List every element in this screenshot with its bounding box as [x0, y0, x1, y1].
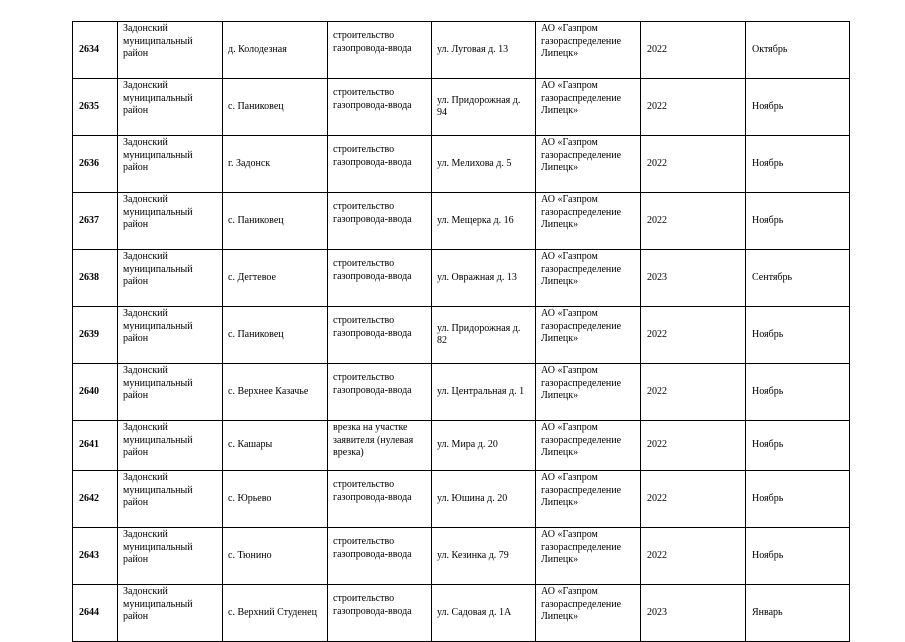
gasification-schedule-table	[72, 21, 850, 642]
year-cell: 2022	[641, 471, 746, 528]
table-row	[73, 307, 850, 364]
month-cell: Октябрь	[746, 22, 850, 79]
table-row	[73, 136, 850, 193]
district-cell: Задонский муниципальный район	[118, 136, 223, 193]
year-cell: 2022	[641, 364, 746, 421]
year-cell: 2022	[641, 528, 746, 585]
address-cell: ул. Садовая д. 1А	[432, 585, 536, 642]
row-number: 2634	[73, 22, 118, 79]
month-cell: Ноябрь	[746, 421, 850, 471]
row-number: 2644	[73, 585, 118, 642]
row-number: 2636	[73, 136, 118, 193]
table-row	[73, 585, 850, 642]
locality-cell: г. Задонск	[223, 136, 328, 193]
year-cell: 2022	[641, 307, 746, 364]
locality-cell: с. Паниковец	[223, 193, 328, 250]
owner-cell: АО «Газпром газораспределение Липецк»	[536, 471, 641, 528]
address-cell: ул. Овражная д. 13	[432, 250, 536, 307]
month-cell: Январь	[746, 585, 850, 642]
year-cell: 2022	[641, 79, 746, 136]
work-type-cell: строительство газопровода-ввода	[328, 136, 432, 193]
table-row	[73, 364, 850, 421]
district-cell: Задонский муниципальный район	[118, 528, 223, 585]
table-body	[73, 22, 850, 642]
month-cell: Сентябрь	[746, 250, 850, 307]
district-cell: Задонский муниципальный район	[118, 585, 223, 642]
locality-cell: с. Паниковец	[223, 79, 328, 136]
table-row	[73, 79, 850, 136]
address-cell: ул. Придорожная д. 82	[432, 307, 536, 364]
district-cell: Задонский муниципальный район	[118, 421, 223, 471]
year-cell: 2023	[641, 585, 746, 642]
owner-cell: АО «Газпром газораспределение Липецк»	[536, 136, 641, 193]
row-number: 2642	[73, 471, 118, 528]
locality-cell: с. Верхнее Казачье	[223, 364, 328, 421]
year-cell: 2023	[641, 250, 746, 307]
work-type-cell: строительство газопровода-ввода	[328, 528, 432, 585]
address-cell: ул. Луговая д. 13	[432, 22, 536, 79]
locality-cell: д. Колодезная	[223, 22, 328, 79]
address-cell: ул. Центральная д. 1	[432, 364, 536, 421]
district-cell: Задонский муниципальный район	[118, 250, 223, 307]
month-cell: Ноябрь	[746, 193, 850, 250]
row-number: 2638	[73, 250, 118, 307]
work-type-cell: строительство газопровода-ввода	[328, 471, 432, 528]
district-cell: Задонский муниципальный район	[118, 307, 223, 364]
owner-cell: АО «Газпром газораспределение Липецк»	[536, 22, 641, 79]
month-cell: Ноябрь	[746, 528, 850, 585]
address-cell: ул. Придорожная д. 94	[432, 79, 536, 136]
address-cell: ул. Мира д. 20	[432, 421, 536, 471]
address-cell: ул. Кезинка д. 79	[432, 528, 536, 585]
address-cell: ул. Юшина д. 20	[432, 471, 536, 528]
work-type-cell: строительство газопровода-ввода	[328, 250, 432, 307]
table-row	[73, 528, 850, 585]
row-number: 2640	[73, 364, 118, 421]
month-cell: Ноябрь	[746, 136, 850, 193]
year-cell: 2022	[641, 193, 746, 250]
table-row	[73, 250, 850, 307]
work-type-cell: строительство газопровода-ввода	[328, 22, 432, 79]
month-cell: Ноябрь	[746, 471, 850, 528]
locality-cell: с. Кашары	[223, 421, 328, 471]
table-row	[73, 471, 850, 528]
row-number: 2639	[73, 307, 118, 364]
owner-cell: АО «Газпром газораспределение Липецк»	[536, 79, 641, 136]
locality-cell: с. Юрьево	[223, 471, 328, 528]
owner-cell: АО «Газпром газораспределение Липецк»	[536, 193, 641, 250]
owner-cell: АО «Газпром газораспределение Липецк»	[536, 250, 641, 307]
work-type-cell: строительство газопровода-ввода	[328, 585, 432, 642]
owner-cell: АО «Газпром газораспределение Липецк»	[536, 421, 641, 471]
work-type-cell: врезка на участке заявителя (нулевая врезка)	[328, 421, 432, 471]
address-cell: ул. Мелихова д. 5	[432, 136, 536, 193]
work-type-cell: строительство газопровода-ввода	[328, 79, 432, 136]
row-number: 2643	[73, 528, 118, 585]
owner-cell: АО «Газпром газораспределение Липецк»	[536, 585, 641, 642]
locality-cell: с. Дегтевое	[223, 250, 328, 307]
month-cell: Ноябрь	[746, 307, 850, 364]
table-row	[73, 22, 850, 79]
district-cell: Задонский муниципальный район	[118, 193, 223, 250]
row-number: 2635	[73, 79, 118, 136]
district-cell: Задонский муниципальный район	[118, 471, 223, 528]
year-cell: 2022	[641, 421, 746, 471]
row-number: 2641	[73, 421, 118, 471]
address-cell: ул. Мещерка д. 16	[432, 193, 536, 250]
table-row	[73, 421, 850, 471]
year-cell: 2022	[641, 22, 746, 79]
locality-cell: с. Верхний Студенец	[223, 585, 328, 642]
locality-cell: с. Тюнино	[223, 528, 328, 585]
work-type-cell: строительство газопровода-ввода	[328, 364, 432, 421]
work-type-cell: строительство газопровода-ввода	[328, 193, 432, 250]
district-cell: Задонский муниципальный район	[118, 79, 223, 136]
year-cell: 2022	[641, 136, 746, 193]
district-cell: Задонский муниципальный район	[118, 22, 223, 79]
owner-cell: АО «Газпром газораспределение Липецк»	[536, 307, 641, 364]
owner-cell: АО «Газпром газораспределение Липецк»	[536, 528, 641, 585]
owner-cell: АО «Газпром газораспределение Липецк»	[536, 364, 641, 421]
locality-cell: с. Паниковец	[223, 307, 328, 364]
table-row	[73, 193, 850, 250]
month-cell: Ноябрь	[746, 79, 850, 136]
month-cell: Ноябрь	[746, 364, 850, 421]
work-type-cell: строительство газопровода-ввода	[328, 307, 432, 364]
row-number: 2637	[73, 193, 118, 250]
district-cell: Задонский муниципальный район	[118, 364, 223, 421]
